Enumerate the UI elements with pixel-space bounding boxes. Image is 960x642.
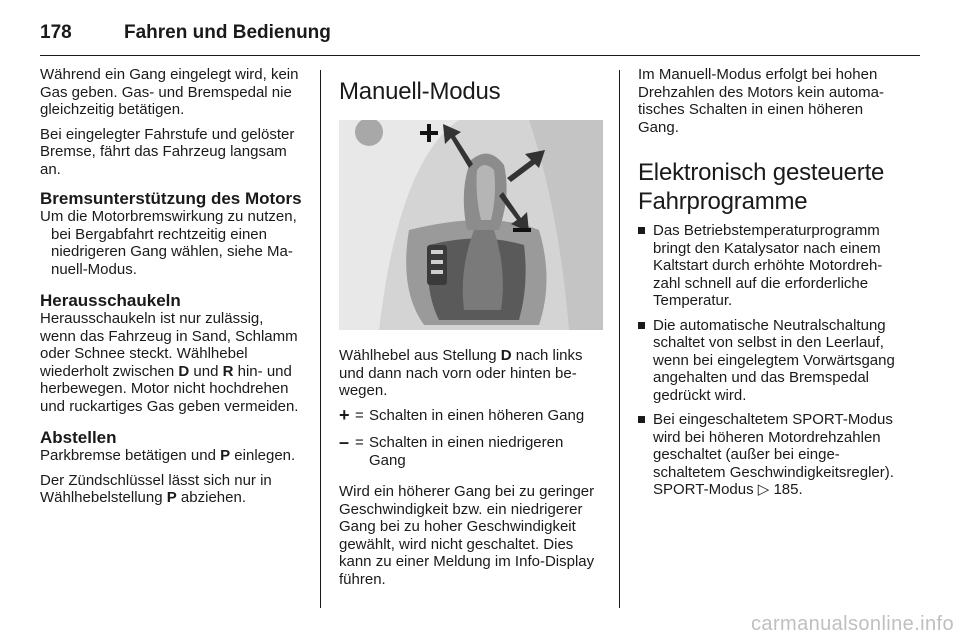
- page-title: Fahren und Bedienung: [124, 22, 331, 43]
- column-divider-2: [619, 70, 620, 608]
- paragraph-rocking: Herausschaukeln ist nur zulässig, wenn das Fahrzeug in Sand, Schlamm oder Schnee steckt. Wählhebel wiederholt zwischen D und R hin- und herbewegen. Motor nicht hochdrehen und ruckartiges Gas geben vermeiden.: [40, 310, 299, 415]
- paragraph-key-removal: Der Zündschlüssel lässt sich nur in Wählhebelstellung P abziehen.: [40, 471, 272, 506]
- paragraph-engine-braking: Um die Motorbremswirkung zu nutzen, bei Bergabfahrt rechtzeitig einen niedrigeren Gang wählen, siehe Manuell-Modus.: [40, 208, 297, 278]
- column-middle: [339, 66, 603, 595]
- heading-bremsunterstuetzung: Bremsunterstützung des Motors: [40, 189, 302, 208]
- figure-caption: Wählhebel aus Stellung D nach links und dann nach vorn oder hinten bewegen.: [339, 347, 583, 399]
- legend-equals: =: [355, 406, 364, 424]
- paragraph-shift-lockout: Wird ein höherer Gang bei zu geringer Geschwindigkeit bzw. ein niedrigerer Gang bei zu hoher Geschwindigkeit gewählt, wird nicht geschaltet. Dies kann zu einer Meldung im Info-Display führen.: [339, 483, 595, 588]
- list-item: Bei eingeschaltetem SPORT-Modus wird bei höheren Motordrehzahlen geschaltet (außer bei eingeschaltetem Geschwindigkeitsregler). SPORT-Modus ▷ 185.: [638, 411, 903, 499]
- plus-icon: +: [339, 404, 350, 425]
- heading-fahrprogramme: Elektronisch gesteuerte Fahrprogramme: [638, 159, 885, 215]
- gear-lever-illustration: [339, 120, 603, 330]
- paragraph-creep: Bei eingelegter Fahrstufe und gelöster Bremse, fährt das Fahrzeug langsam an.: [40, 125, 295, 178]
- list-item: Das Betriebstemperaturprogramm bringt den Katalysator nach einem Kaltstart durch erhöhte Motordrehzahl schnell auf die erforderliche Temperatur.: [638, 222, 903, 310]
- programs-list: [638, 222, 903, 499]
- bullet-icon: [638, 227, 645, 234]
- legend-row-upshift: [339, 404, 603, 425]
- heading-abstellen: Abstellen: [40, 428, 117, 447]
- list-item: Die automatische Neutralschaltung schaltet von selbst in den Leerlauf, wenn bei eingelegtem Vorwärtsgang angehalten und das Bremspedal gedrückt wird.: [638, 317, 903, 405]
- watermark: carmanualsonline.info: [751, 613, 954, 635]
- paragraph-manual-mode-high-rpm: Im Manuell-Modus erfolgt bei hohen Drehzahlen des Motors kein automatisches Schalten in einen höheren Gang.: [638, 66, 884, 136]
- legend-equals: =: [355, 434, 364, 451]
- column-right: [638, 66, 903, 506]
- legend-row-downshift: [339, 434, 603, 469]
- bullet-icon: [638, 322, 645, 329]
- bullet-icon: [638, 416, 645, 423]
- column-left: [40, 66, 302, 514]
- paragraph-gear-engage: Während ein Gang eingelegt wird, kein Gas geben. Gas- und Bremspedal nie gleichzeitig betätigen.: [40, 66, 299, 118]
- legend-text-upshift: Schalten in einen höheren Gang: [369, 406, 585, 424]
- heading-manuell-modus: Manuell-Modus: [339, 78, 501, 105]
- gear-lever-image: [339, 120, 603, 330]
- heading-herausschaukeln: Herausschaukeln: [40, 291, 181, 310]
- minus-icon: –: [339, 432, 350, 452]
- paragraph-parking: Parkbremse betätigen und P einlegen.: [40, 447, 296, 464]
- page-number: 178: [40, 22, 72, 43]
- header-rule: [40, 55, 920, 56]
- page-header: [40, 16, 920, 48]
- legend-text-downshift: Schalten in einen niedrigeren Gang: [369, 434, 564, 469]
- column-divider-1: [320, 70, 321, 608]
